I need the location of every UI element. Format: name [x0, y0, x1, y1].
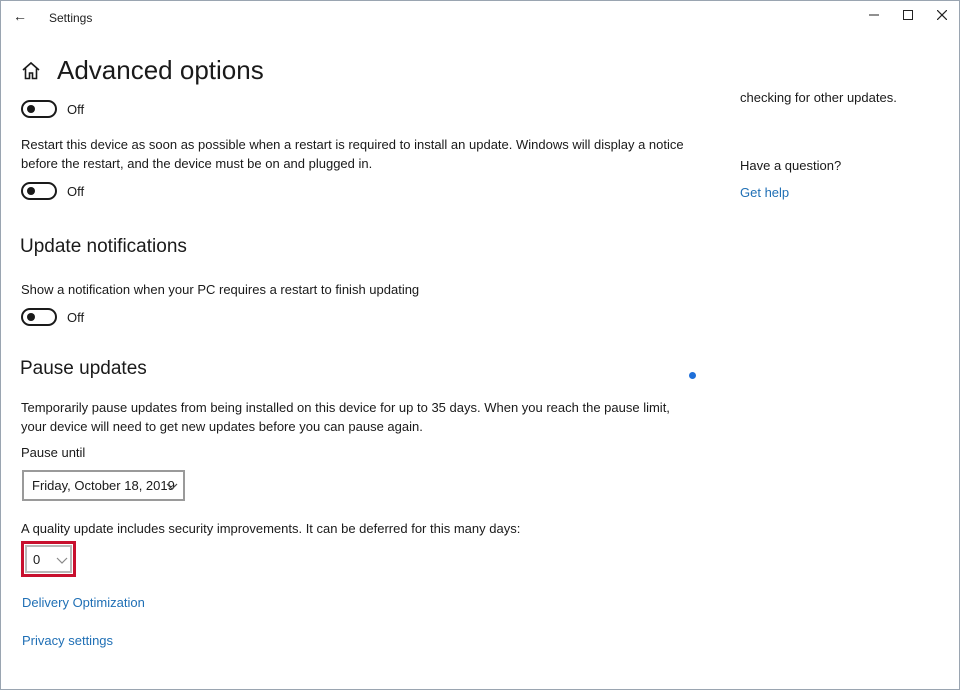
have-a-question-label: Have a question? — [740, 158, 842, 173]
privacy-settings-link[interactable]: Privacy settings — [22, 633, 114, 648]
maximize-icon — [903, 10, 913, 20]
close-button[interactable] — [925, 3, 959, 29]
page-title: Advanced options — [57, 55, 264, 85]
notifications-toggle-state-label: Off — [67, 310, 85, 325]
close-icon — [937, 10, 947, 20]
restart-toggle-state-label: Off — [67, 184, 85, 199]
back-arrow-icon: ← — [13, 8, 27, 24]
chevron-down-icon — [166, 480, 178, 492]
quality-defer-days-value: 0 — [33, 552, 41, 567]
pause-until-label: Pause until — [21, 445, 86, 460]
chevron-down-icon — [56, 554, 68, 566]
restart-toggle[interactable] — [21, 182, 57, 200]
toggle-switch-1[interactable] — [21, 100, 57, 118]
home-icon[interactable] — [21, 61, 41, 81]
pause-description: Temporarily pause updates from being installed on this device for up to 35 days. When you reach the pause limit, your device will need to get new updates before you can pause again. — [21, 400, 670, 434]
quality-description: A quality update includes security improvements. It can be deferred for this many days: — [21, 521, 521, 536]
loading-indicator-dot — [689, 372, 696, 379]
title-bar — [1, 1, 959, 33]
delivery-optimization-link[interactable]: Delivery Optimization — [22, 595, 145, 610]
back-button[interactable] — [7, 5, 33, 27]
notifications-description: Show a notification when your PC requires a restart to finish updating — [21, 282, 420, 297]
notifications-toggle[interactable] — [21, 308, 57, 326]
quality-defer-days-dropdown[interactable] — [25, 545, 72, 573]
app-title: Settings — [49, 11, 93, 25]
update-notifications-heading: Update notifications — [20, 236, 187, 257]
minimize-icon — [869, 10, 879, 20]
get-help-link[interactable]: Get help — [740, 185, 790, 200]
pause-updates-heading: Pause updates — [20, 358, 147, 379]
side-partial-text: checking for other updates. — [740, 90, 897, 105]
minimize-button[interactable] — [857, 3, 891, 29]
restart-description: Restart this device as soon as possible when a restart is required to install an update. Windows will display a notice before the restart, and the device must be on and plugged in. — [21, 137, 684, 171]
pause-until-dropdown[interactable] — [22, 470, 185, 501]
pause-until-value: Friday, October 18, 2019 — [32, 478, 175, 493]
maximize-button[interactable] — [891, 3, 925, 29]
toggle-state-label-1: Off — [67, 102, 85, 117]
